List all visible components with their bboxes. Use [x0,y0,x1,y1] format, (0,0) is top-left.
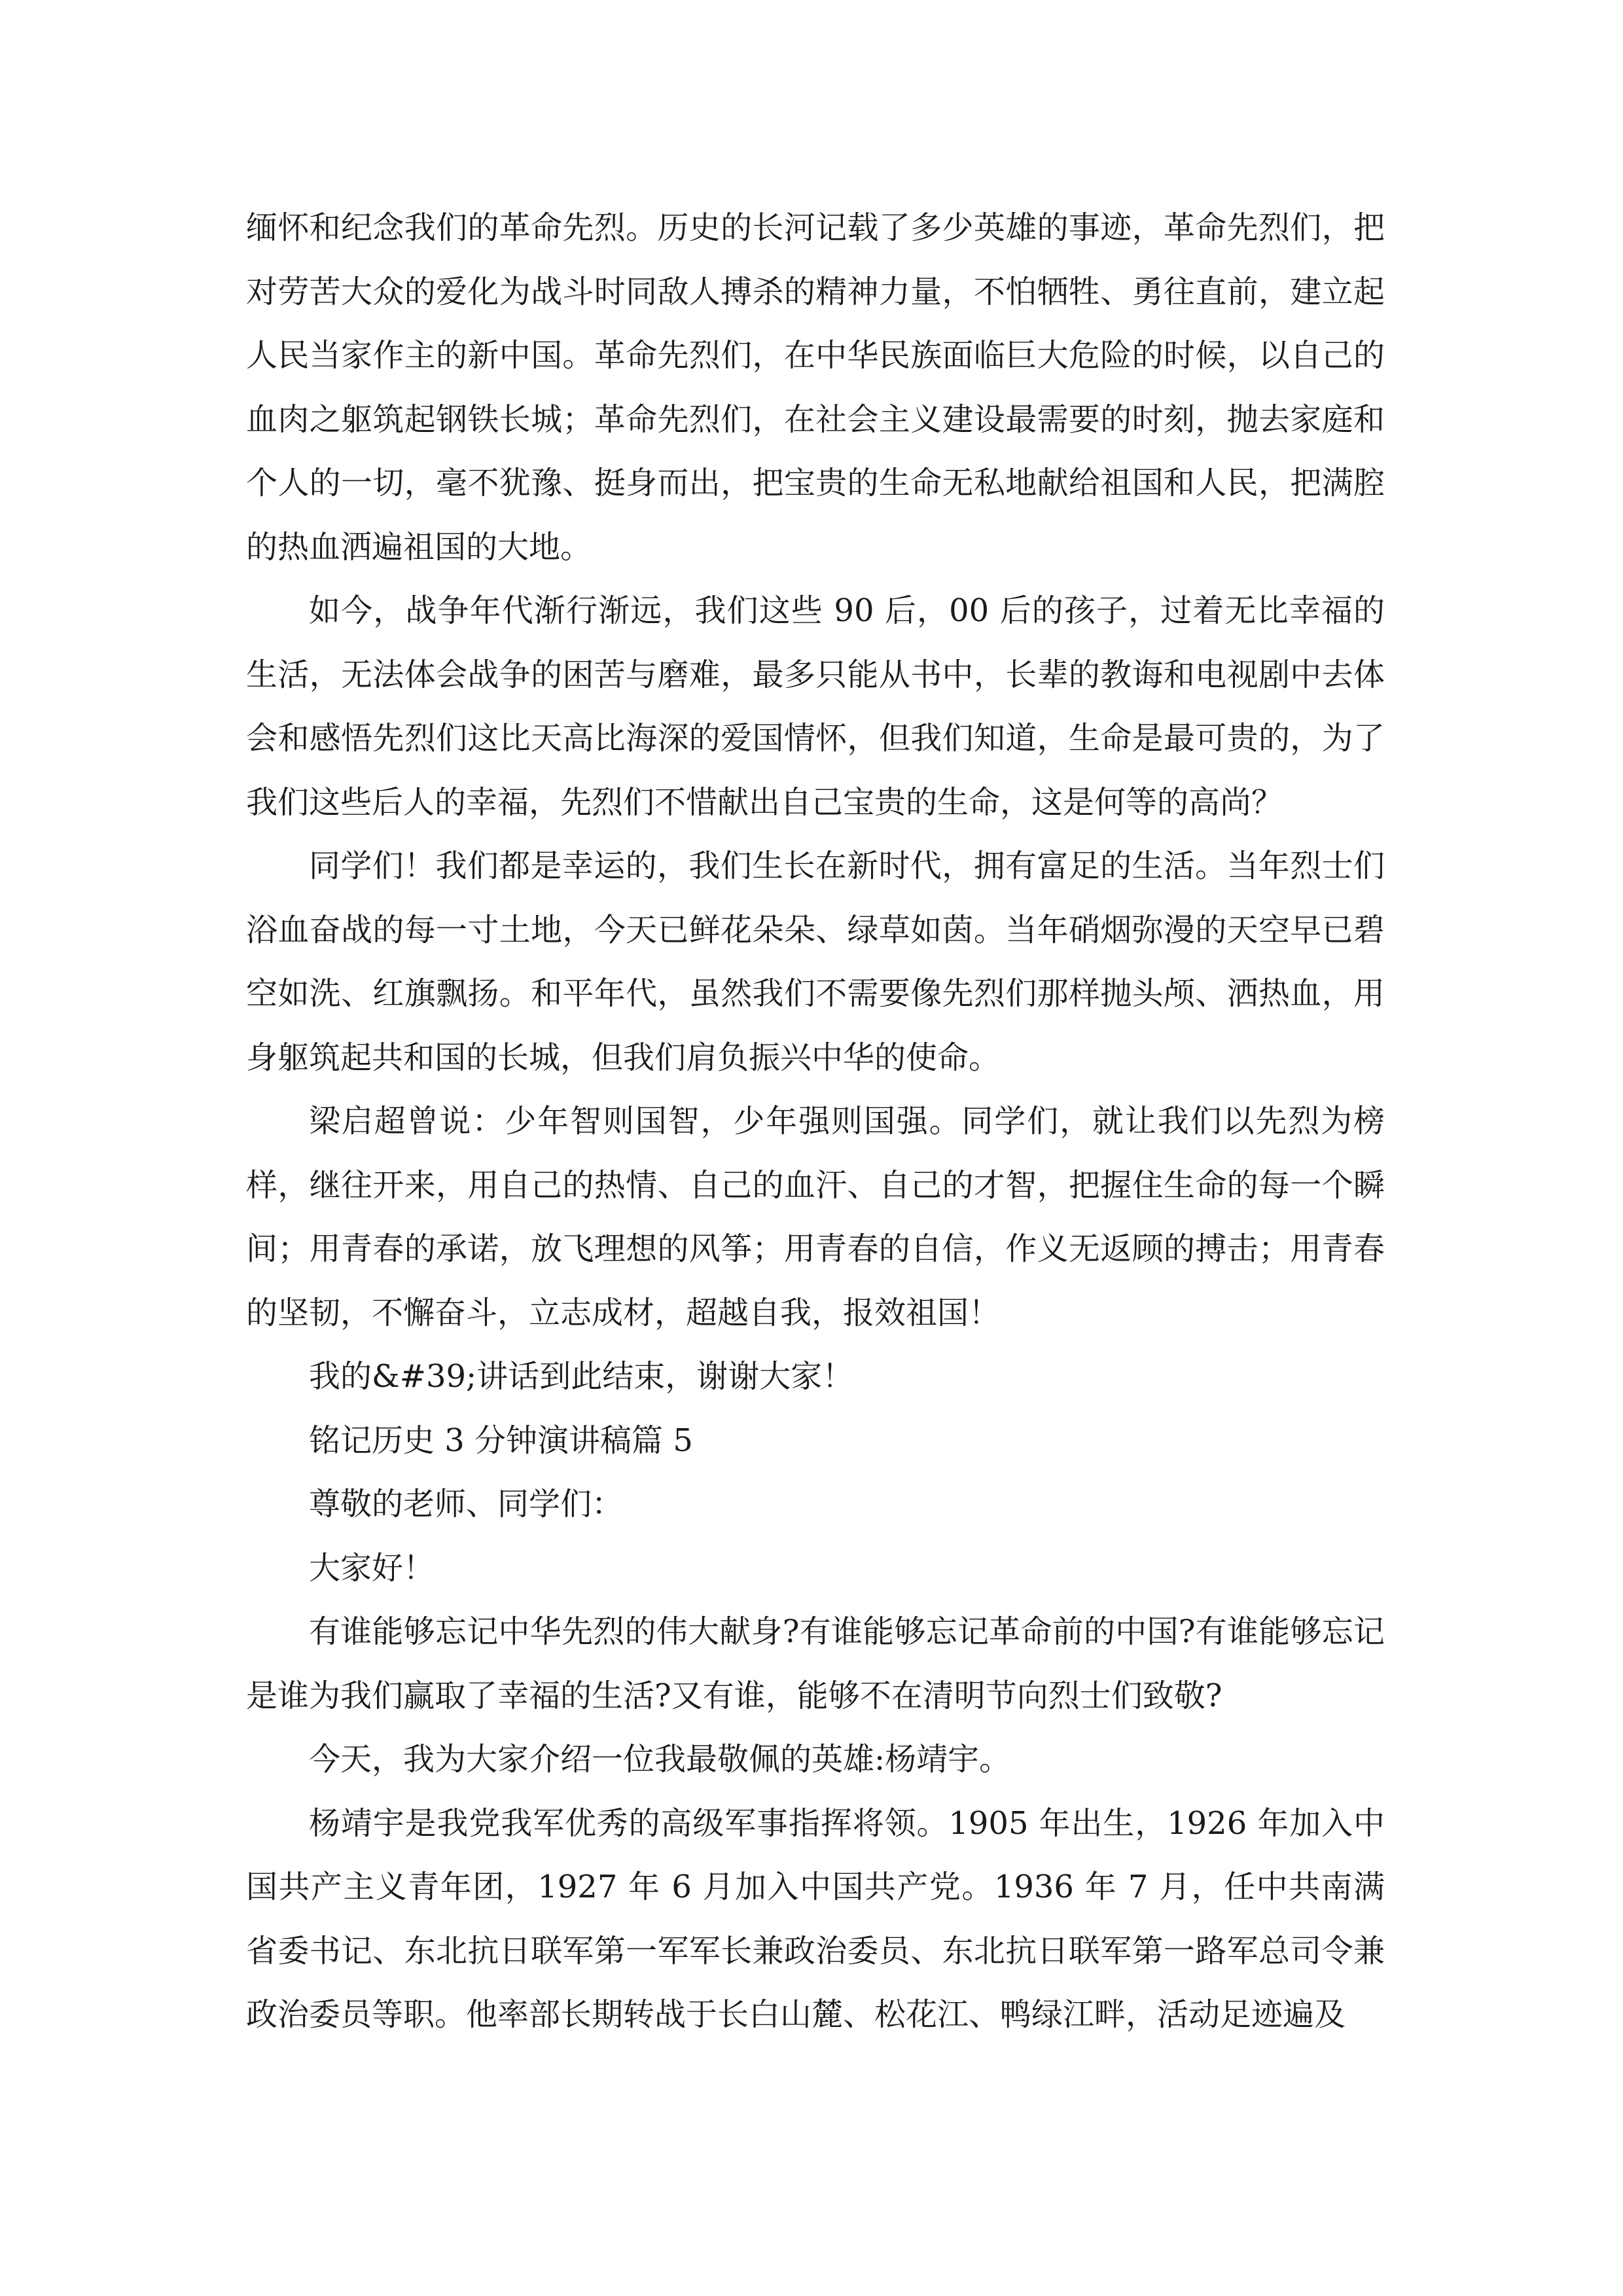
section-heading: 铭记历史 3 分钟演讲稿篇 5 [309,1422,693,1459]
paragraph-7: 杨靖宇是我党我军优秀的高级军事指挥将领。1905 年出生，1926 年加入中国共产主义青年团，1927 年 6 月加入中国共产党。1936 年 7 月，任中共南满省委书记、东北抗日联军第一军军长兼政治委员、东北抗日联军第一路军总司令兼政治委员等职。他率部长期转战于长白山麓、松花江、鸭绿江畔，活动足迹遍及 [246,1804,1385,2033]
paragraph-6: 今天，我为大家介绍一位我最敬佩的英雄:杨靖宇。 [309,1741,1011,1778]
paragraph-3: 同学们！我们都是幸运的，我们生长在新时代，拥有富足的生活。当年烈士们浴血奋战的每一寸土地，今天已鲜花朵朵、绿草如茵。当年硝烟弥漫的天空早已碧空如洗、红旗飘扬。和平年代，虽然我们不需要像先烈们那样抛头颅、洒热血，用身躯筑起共和国的长城，但我们肩负振兴中华的使命。 [246,848,1385,1076]
paragraph-1: 缅怀和纪念我们的革命先烈。历史的长河记载了多少英雄的事迹，革命先烈们，把对劳苦大众的爱化为战斗时同敌人搏杀的精神力量，不怕牺牲、勇往直前，建立起人民当家作主的新中国。革命先烈们，在中华民族面临巨大危险的时候，以自己的血肉之躯筑起钢铁长城；革命先烈们，在社会主义建设最需要的时刻，抛去家庭和个人的一切，毫不犹豫、挺身而出，把宝贵的生命无私地献给祖国和人民，把满腔的热血洒遍祖国的大地。 [246,209,1385,565]
closing-line: 我的&#39;讲话到此结束，谢谢大家！ [309,1358,854,1395]
speech-body [246,196,1385,2047]
salutation: 尊敬的老师、同学们： [309,1486,624,1522]
paragraph-2: 如今，战争年代渐行渐远，我们这些 90 后，00 后的孩子，过着无比幸福的生活，无法体会战争的困苦与磨难，最多只能从书中，长辈的教诲和电视剧中去体会和感悟先烈们这比天高比海深的爱国情怀，但我们知道，生命是最可贵的，为了我们这些后人的幸福，先烈们不惜献出自己宝贵的生命，这是何等的高尚？ [246,592,1385,821]
paragraph-4: 梁启超曾说：少年智则国智，少年强则国强。同学们，就让我们以先烈为榜样，继往开来，用自己的热情、自己的血汗、自己的才智，把握住生命的每一个瞬间；用青春的承诺，放飞理想的风筝；用青春的自信，作义无返顾的搏击；用青春的坚韧，不懈奋斗，立志成材，超越自我，报效祖国！ [246,1103,1385,1331]
greeting: 大家好！ [309,1549,435,1587]
paragraph-5: 有谁能够忘记中华先烈的伟大献身?有谁能够忘记革命前的中国?有谁能够忘记是谁为我们赢取了幸福的生活?又有谁，能够不在清明节向烈士们致敬? [246,1613,1385,1714]
